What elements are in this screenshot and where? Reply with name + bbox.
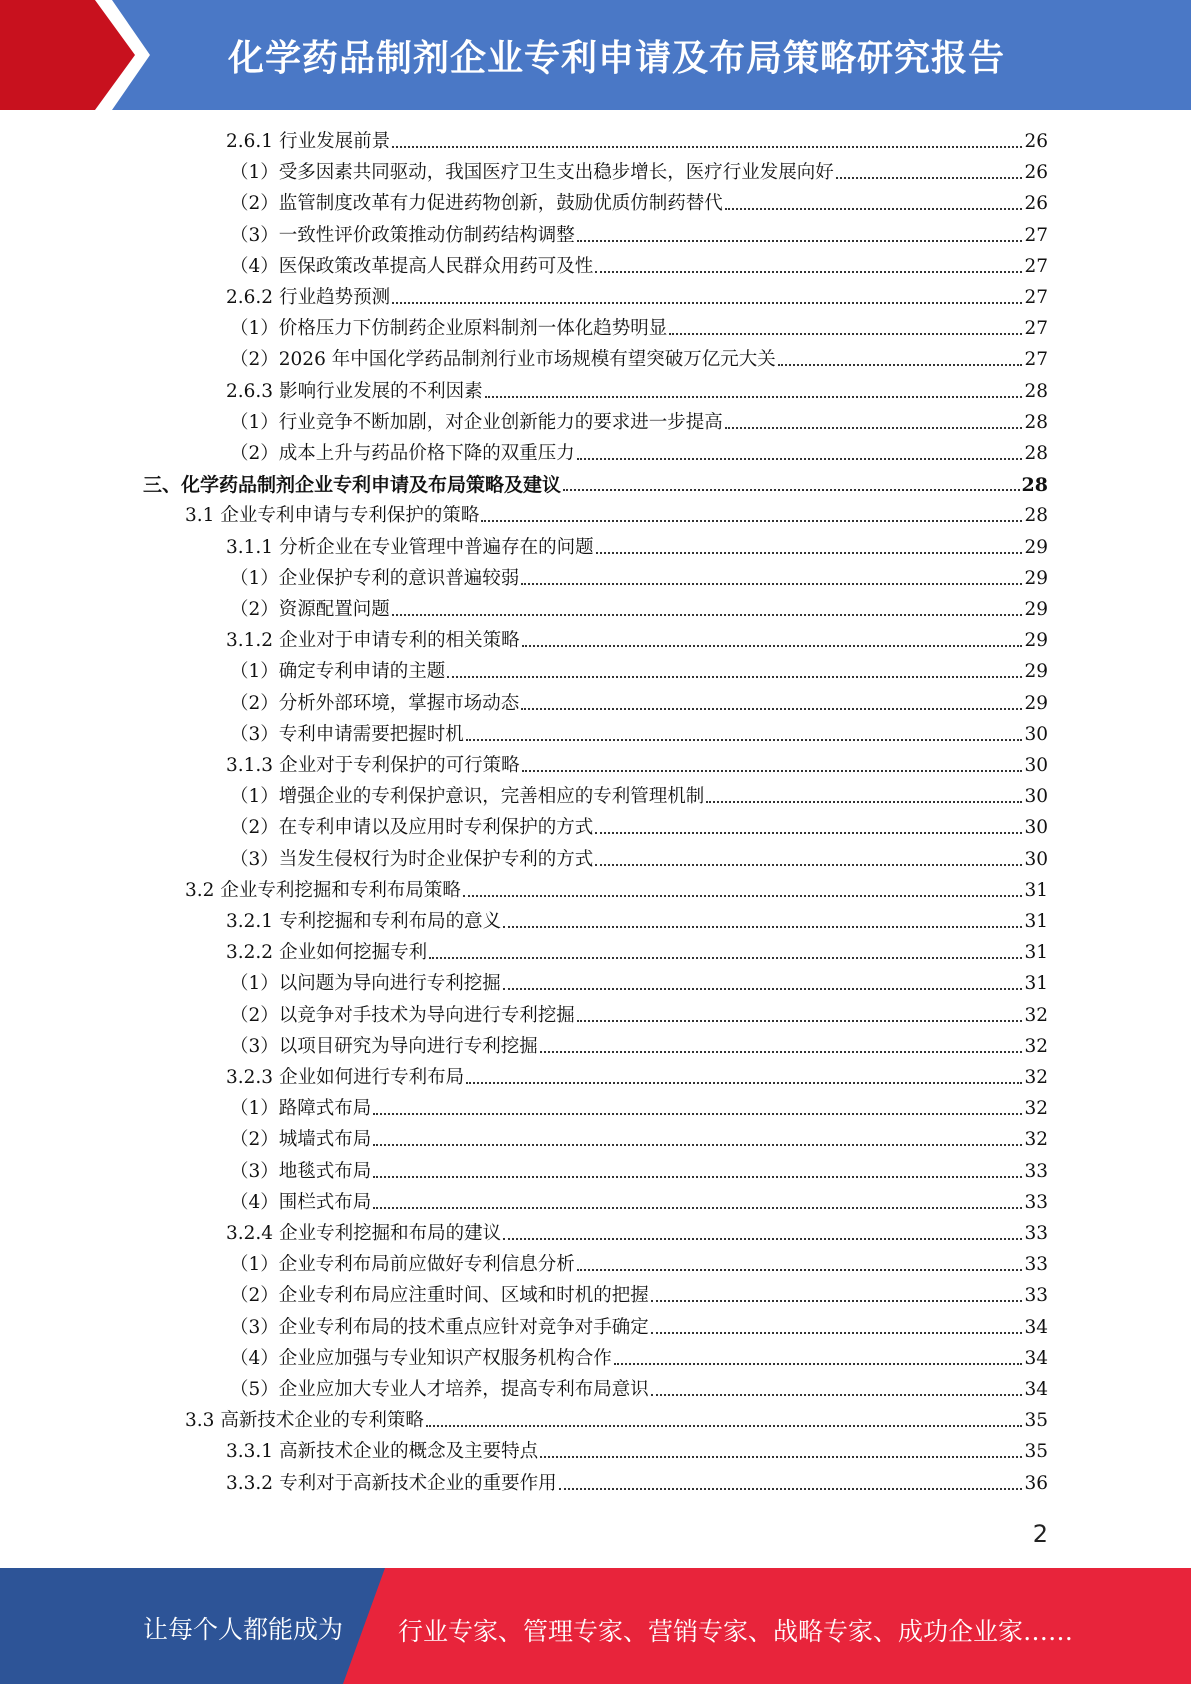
toc-entry-number: 2.6.1 bbox=[226, 131, 274, 152]
toc-entry-label: （1）企业专利布局前应做好专利信息分析 bbox=[230, 1254, 575, 1275]
toc-entry-number: 3.3.1 bbox=[226, 1441, 274, 1462]
toc-dot-leader bbox=[725, 427, 1023, 429]
toc-page-number: 33 bbox=[1024, 1161, 1048, 1182]
toc-page-number: 32 bbox=[1024, 1067, 1048, 1088]
toc-dot-leader bbox=[559, 1488, 1023, 1490]
toc-dot-leader bbox=[503, 1238, 1022, 1240]
toc-entry[interactable] bbox=[230, 656, 1048, 684]
toc-entry-label: 企业如何挖掘专利 bbox=[279, 942, 428, 963]
toc-dot-leader bbox=[522, 645, 1023, 647]
toc-entry-title bbox=[185, 879, 461, 903]
toc-entry-number: 3.2.2 bbox=[226, 942, 274, 963]
toc-entry-label: 专利挖掘和专利布局的意义 bbox=[279, 911, 502, 932]
toc-entry-title bbox=[230, 1284, 649, 1308]
toc-entry-label: 三、化学药品制剂企业专利申请及布局策略及建议 bbox=[143, 474, 562, 496]
toc-entry[interactable] bbox=[226, 1436, 1048, 1464]
toc-entry[interactable] bbox=[226, 625, 1048, 653]
toc-page-number: 32 bbox=[1024, 1005, 1048, 1026]
toc-dot-leader bbox=[706, 801, 1022, 803]
toc-entry-title bbox=[226, 629, 520, 653]
toc-entry[interactable] bbox=[230, 563, 1048, 591]
toc-page-number: 33 bbox=[1024, 1254, 1048, 1275]
toc-entry[interactable] bbox=[230, 1187, 1048, 1215]
toc-entry[interactable] bbox=[143, 469, 1048, 497]
toc-dot-leader bbox=[651, 1300, 1023, 1302]
toc-page-number: 34 bbox=[1024, 1317, 1048, 1338]
toc-page-number: 29 bbox=[1024, 630, 1048, 651]
toc-entry-title bbox=[230, 598, 390, 622]
toc-dot-leader bbox=[577, 1269, 1023, 1271]
toc-dot-leader bbox=[540, 1456, 1022, 1458]
toc-entry-label: （3）专利申请需要把握时机 bbox=[230, 724, 464, 745]
toc-entry[interactable] bbox=[226, 1218, 1048, 1246]
toc-entry[interactable] bbox=[230, 1280, 1048, 1308]
toc-dot-leader bbox=[651, 1332, 1023, 1334]
toc-entry-title bbox=[230, 317, 667, 341]
toc-entry-label: 企业对于专利保护的可行策略 bbox=[279, 755, 520, 776]
toc-entry-label: （2）成本上升与药品价格下降的双重压力 bbox=[230, 443, 575, 464]
toc-entry-title bbox=[230, 348, 776, 372]
toc-entry[interactable] bbox=[230, 594, 1048, 622]
toc-page-number: 27 bbox=[1024, 256, 1048, 277]
toc-page-number: 28 bbox=[1024, 505, 1048, 526]
toc-page-number: 28 bbox=[1024, 412, 1048, 433]
toc-page-number: 30 bbox=[1024, 724, 1048, 745]
toc-entry[interactable] bbox=[230, 344, 1048, 372]
page-number: 2 bbox=[1032, 1520, 1048, 1548]
toc-entry-label: （3）一致性评价政策推动仿制药结构调整 bbox=[230, 225, 575, 246]
toc-entry-title bbox=[230, 567, 519, 591]
toc-dot-leader bbox=[596, 552, 1023, 554]
toc-entry[interactable] bbox=[185, 1405, 1048, 1433]
toc-entry[interactable] bbox=[230, 438, 1048, 466]
toc-page-number: 31 bbox=[1024, 973, 1048, 994]
toc-dot-leader bbox=[463, 895, 1023, 897]
toc-page-number: 28 bbox=[1021, 474, 1048, 496]
toc-page-number: 32 bbox=[1024, 1129, 1048, 1150]
toc-dot-leader bbox=[426, 1425, 1023, 1427]
toc-page-number: 30 bbox=[1024, 755, 1048, 776]
toc-page-number: 33 bbox=[1024, 1285, 1048, 1306]
toc-entry-title bbox=[230, 1378, 649, 1402]
toc-page-number: 29 bbox=[1024, 661, 1048, 682]
toc-entry[interactable] bbox=[230, 1156, 1048, 1184]
toc-dot-leader bbox=[778, 364, 1023, 366]
toc-entry[interactable] bbox=[230, 1000, 1048, 1028]
toc-entry-label: 企业专利申请与专利保护的策略 bbox=[220, 505, 480, 526]
toc-entry-number: 3.2.3 bbox=[226, 1067, 274, 1088]
toc-entry-label: （3）地毯式布局 bbox=[230, 1161, 372, 1182]
toc-entry-label: （1）受多因素共同驱动，我国医疗卫生支出稳步增长，医疗行业发展向好 bbox=[230, 162, 834, 183]
toc-entry[interactable] bbox=[230, 781, 1048, 809]
toc-entry-title bbox=[230, 972, 501, 996]
toc-entry-title bbox=[230, 1097, 371, 1121]
toc-dot-leader bbox=[521, 583, 1022, 585]
toc-entry-label: 行业发展前景 bbox=[279, 131, 391, 152]
toc-dot-leader bbox=[521, 708, 1022, 710]
toc-entry-label: （1）路障式布局 bbox=[230, 1098, 372, 1119]
toc-entry-title bbox=[226, 1440, 538, 1464]
toc-entry-title bbox=[226, 130, 390, 154]
toc-entry-number: 3.3 bbox=[185, 1410, 215, 1431]
toc-dot-leader bbox=[392, 146, 1022, 148]
toc-entry-title bbox=[226, 536, 594, 560]
toc-entry-title bbox=[230, 411, 723, 435]
toc-dot-leader bbox=[669, 333, 1022, 335]
toc-dot-leader bbox=[577, 1020, 1023, 1022]
toc-page-number: 35 bbox=[1024, 1410, 1048, 1431]
toc-entry[interactable] bbox=[230, 313, 1048, 341]
toc-dot-leader bbox=[836, 177, 1023, 179]
toc-entry-title bbox=[185, 1409, 424, 1433]
toc-entry-number: 3.2 bbox=[185, 880, 215, 901]
toc-entry-number: 2.6.3 bbox=[226, 381, 274, 402]
toc-dot-leader bbox=[373, 1144, 1022, 1146]
toc-dot-leader bbox=[466, 1082, 1022, 1084]
toc-page-number: 30 bbox=[1024, 817, 1048, 838]
toc-page-number: 29 bbox=[1024, 599, 1048, 620]
toc-entry-label: 高新技术企业的概念及主要特点 bbox=[279, 1441, 539, 1462]
toc-entry-label: （1）行业竞争不断加剧，对企业创新能力的要求进一步提高 bbox=[230, 412, 723, 433]
toc-entry-title bbox=[185, 504, 479, 528]
toc-entry-title bbox=[230, 1191, 371, 1215]
toc-entry-title bbox=[230, 785, 704, 809]
toc-dot-leader bbox=[466, 739, 1023, 741]
toc-entry-label: （2）以竞争对手技术为导向进行专利挖掘 bbox=[230, 1005, 575, 1026]
toc-entry[interactable] bbox=[226, 376, 1048, 404]
toc-entry-label: （1）增强企业的专利保护意识，完善相应的专利管理机制 bbox=[230, 786, 705, 807]
toc-entry-label: （2）分析外部环境，掌握市场动态 bbox=[230, 693, 520, 714]
toc-page-number: 26 bbox=[1024, 193, 1048, 214]
toc-entry-label: （2）监管制度改革有力促进药物创新，鼓励优质仿制药替代 bbox=[230, 193, 723, 214]
toc-entry-label: （1）以问题为导向进行专利挖掘 bbox=[230, 973, 501, 994]
report-title: 化学药品制剂企业专利申请及布局策略研究报告 bbox=[228, 38, 1006, 79]
toc-entry[interactable] bbox=[230, 968, 1048, 996]
toc-entry-label: （3）当发生侵权行为时企业保护专利的方式 bbox=[230, 849, 594, 870]
toc-entry-label: （3）企业专利布局的技术重点应针对竞争对手确定 bbox=[230, 1317, 649, 1338]
toc-dot-leader bbox=[614, 1363, 1023, 1365]
toc-page-number: 35 bbox=[1024, 1441, 1048, 1462]
toc-entry[interactable] bbox=[226, 282, 1048, 310]
toc-entry-title bbox=[230, 816, 593, 840]
toc-entry-title bbox=[226, 910, 501, 934]
toc-page-number: 31 bbox=[1024, 880, 1048, 901]
toc-entry-label: （4）企业应加强与专业知识产权服务机构合作 bbox=[230, 1348, 612, 1369]
toc-dot-leader bbox=[563, 489, 1020, 491]
toc-entry-label: （3）以项目研究为导向进行专利挖掘 bbox=[230, 1036, 538, 1057]
toc-entry-number: 3.1 bbox=[185, 505, 215, 526]
toc-entry-label: （5）企业应加大专业人才培养，提高专利布局意识 bbox=[230, 1379, 649, 1400]
toc-page-number: 30 bbox=[1024, 786, 1048, 807]
toc-entry-title bbox=[226, 941, 427, 965]
toc-page-number: 32 bbox=[1024, 1098, 1048, 1119]
toc-entry-title bbox=[230, 692, 519, 716]
toc-entry-label: （2）在专利申请以及应用时专利保护的方式 bbox=[230, 817, 594, 838]
toc-dot-leader bbox=[392, 302, 1022, 304]
toc-dot-leader bbox=[447, 676, 1022, 678]
toc-dot-leader bbox=[503, 926, 1022, 928]
toc-entry-label: （2）城墙式布局 bbox=[230, 1129, 372, 1150]
toc-entry[interactable] bbox=[230, 188, 1048, 216]
toc-entry-title bbox=[230, 723, 464, 747]
toc-entry[interactable] bbox=[185, 500, 1048, 528]
toc-entry[interactable] bbox=[230, 812, 1048, 840]
toc-entry[interactable] bbox=[230, 1249, 1048, 1277]
toc-entry-label: 企业专利挖掘和布局的建议 bbox=[279, 1223, 502, 1244]
toc-entry[interactable] bbox=[226, 532, 1048, 560]
toc-entry-title bbox=[230, 1160, 371, 1184]
toc-entry-number: 3.1.3 bbox=[226, 755, 274, 776]
toc-entry-label: 专利对于高新技术企业的重要作用 bbox=[279, 1473, 557, 1494]
toc-entry-label: 行业趋势预测 bbox=[279, 287, 391, 308]
toc-entry-title bbox=[230, 255, 593, 279]
toc-entry[interactable] bbox=[230, 1124, 1048, 1152]
toc-dot-leader bbox=[595, 864, 1022, 866]
toc-page-number: 26 bbox=[1024, 162, 1048, 183]
toc-entry-label: （4）医保政策改革提高人民群众用药可及性 bbox=[230, 256, 594, 277]
toc-page-number: 27 bbox=[1024, 318, 1048, 339]
toc-entry-title bbox=[226, 286, 390, 310]
toc-page-number: 31 bbox=[1024, 942, 1048, 963]
toc-page-number: 29 bbox=[1024, 693, 1048, 714]
toc-entry-title bbox=[230, 224, 575, 248]
toc-entry-number: 3.1.2 bbox=[226, 630, 274, 651]
toc-dot-leader bbox=[522, 770, 1023, 772]
toc-entry-label: （2）企业专利布局应注重时间、区域和时机的把握 bbox=[230, 1285, 649, 1306]
toc-entry[interactable] bbox=[226, 1468, 1048, 1496]
toc-entry-title bbox=[230, 442, 575, 466]
toc-dot-leader bbox=[429, 957, 1022, 959]
toc-entry-number: 3.3.2 bbox=[226, 1473, 274, 1494]
toc-entry[interactable] bbox=[230, 688, 1048, 716]
toc-page-number: 32 bbox=[1024, 1036, 1048, 1057]
toc-entry-title bbox=[230, 848, 593, 872]
toc-entry-number: 3.2.1 bbox=[226, 911, 274, 932]
page-footer bbox=[0, 1568, 1191, 1684]
toc-entry-title bbox=[226, 1066, 464, 1090]
toc-entry[interactable] bbox=[230, 251, 1048, 279]
toc-dot-leader bbox=[481, 520, 1022, 522]
toc-entry-label: （1）企业保护专利的意识普遍较弱 bbox=[230, 568, 520, 589]
toc-entry[interactable] bbox=[230, 844, 1048, 872]
toc-entry-title bbox=[230, 1128, 371, 1152]
toc-page-number: 30 bbox=[1024, 849, 1048, 870]
toc-entry-label: （1）确定专利申请的主题 bbox=[230, 661, 446, 682]
toc-entry-number: 3.2.4 bbox=[226, 1223, 274, 1244]
toc-entry-label: 分析企业在专业管理中普遍存在的问题 bbox=[279, 537, 594, 558]
toc-entry[interactable] bbox=[226, 750, 1048, 778]
toc-entry-label: 影响行业发展的不利因素 bbox=[279, 381, 483, 402]
toc-page-number: 33 bbox=[1024, 1223, 1048, 1244]
toc-page-number: 33 bbox=[1024, 1192, 1048, 1213]
toc-entry-label: （2）资源配置问题 bbox=[230, 599, 390, 620]
toc-page-number: 29 bbox=[1024, 537, 1048, 558]
toc-entry-title bbox=[143, 473, 561, 497]
toc-entry-label: （1）价格压力下仿制药企业原料制剂一体化趋势明显 bbox=[230, 318, 668, 339]
toc-entry-label: 企业对于申请专利的相关策略 bbox=[279, 630, 520, 651]
toc-dot-leader bbox=[503, 988, 1023, 990]
toc-dot-leader bbox=[373, 1176, 1022, 1178]
toc-entry[interactable] bbox=[230, 157, 1048, 185]
toc-dot-leader bbox=[577, 458, 1023, 460]
toc-dot-leader bbox=[373, 1113, 1022, 1115]
toc-entry-label: 企业如何进行专利布局 bbox=[279, 1067, 465, 1088]
toc-entry-title bbox=[226, 1472, 557, 1496]
toc-entry[interactable] bbox=[230, 1312, 1048, 1340]
toc-entry-title bbox=[230, 1347, 612, 1371]
toc-dot-leader bbox=[577, 240, 1023, 242]
toc-entry-title bbox=[230, 1035, 538, 1059]
toc-page-number: 34 bbox=[1024, 1348, 1048, 1369]
toc-entry-title bbox=[230, 1004, 575, 1028]
toc-entry-title bbox=[226, 1222, 501, 1246]
toc-entry[interactable] bbox=[226, 937, 1048, 965]
toc-entry-title bbox=[230, 660, 445, 684]
toc-entry-title bbox=[230, 192, 723, 216]
toc-entry[interactable] bbox=[226, 1062, 1048, 1090]
toc-page-number: 28 bbox=[1024, 381, 1048, 402]
toc-entry[interactable] bbox=[226, 126, 1048, 154]
toc-dot-leader bbox=[595, 832, 1022, 834]
footer-slogan-right: 行业专家、管理专家、营销专家、战略专家、成功企业家…… bbox=[398, 1617, 1074, 1646]
toc-page-number: 27 bbox=[1024, 225, 1048, 246]
toc-entry-title bbox=[226, 754, 520, 778]
toc-dot-leader bbox=[540, 1051, 1023, 1053]
toc-dot-leader bbox=[725, 208, 1023, 210]
toc-page-number: 28 bbox=[1024, 443, 1048, 464]
toc-page-number: 34 bbox=[1024, 1379, 1048, 1400]
toc-entry[interactable] bbox=[230, 1031, 1048, 1059]
toc-page-number: 36 bbox=[1024, 1473, 1048, 1494]
toc-entry[interactable] bbox=[230, 407, 1048, 435]
toc-entry[interactable] bbox=[185, 875, 1048, 903]
toc-dot-leader bbox=[485, 396, 1023, 398]
toc-entry-number: 2.6.2 bbox=[226, 287, 274, 308]
toc-page-number: 29 bbox=[1024, 568, 1048, 589]
toc-page-number: 27 bbox=[1024, 287, 1048, 308]
toc-dot-leader bbox=[595, 271, 1022, 273]
toc-entry[interactable] bbox=[230, 1374, 1048, 1402]
toc-entry-label: 企业专利挖掘和专利布局策略 bbox=[220, 880, 461, 901]
toc-page-number: 26 bbox=[1024, 131, 1048, 152]
toc-entry-number: 3.1.1 bbox=[226, 537, 274, 558]
toc-entry-label: 高新技术企业的专利策略 bbox=[220, 1410, 424, 1431]
footer-slogan-left: 让每个人都能成为 bbox=[143, 1615, 344, 1644]
toc-entry-title bbox=[226, 380, 483, 404]
toc-page-number: 27 bbox=[1024, 349, 1048, 370]
toc-entry-label: （4）围栏式布局 bbox=[230, 1192, 372, 1213]
toc-entry[interactable] bbox=[230, 220, 1048, 248]
toc-entry-label: （2）2026 年中国化学药品制剂行业市场规模有望突破万亿元大关 bbox=[230, 349, 776, 370]
toc-entry[interactable] bbox=[230, 719, 1048, 747]
toc-entry-title bbox=[230, 1253, 575, 1277]
toc-dot-leader bbox=[373, 1207, 1022, 1209]
toc-entry[interactable] bbox=[230, 1093, 1048, 1121]
toc-page-number: 31 bbox=[1024, 911, 1048, 932]
toc-entry[interactable] bbox=[230, 1343, 1048, 1371]
toc-entry-title bbox=[230, 1316, 649, 1340]
toc-entry-title bbox=[230, 161, 834, 185]
page-header bbox=[0, 0, 1191, 110]
toc-entry[interactable] bbox=[226, 906, 1048, 934]
toc-dot-leader bbox=[392, 614, 1023, 616]
toc-dot-leader bbox=[651, 1394, 1023, 1396]
